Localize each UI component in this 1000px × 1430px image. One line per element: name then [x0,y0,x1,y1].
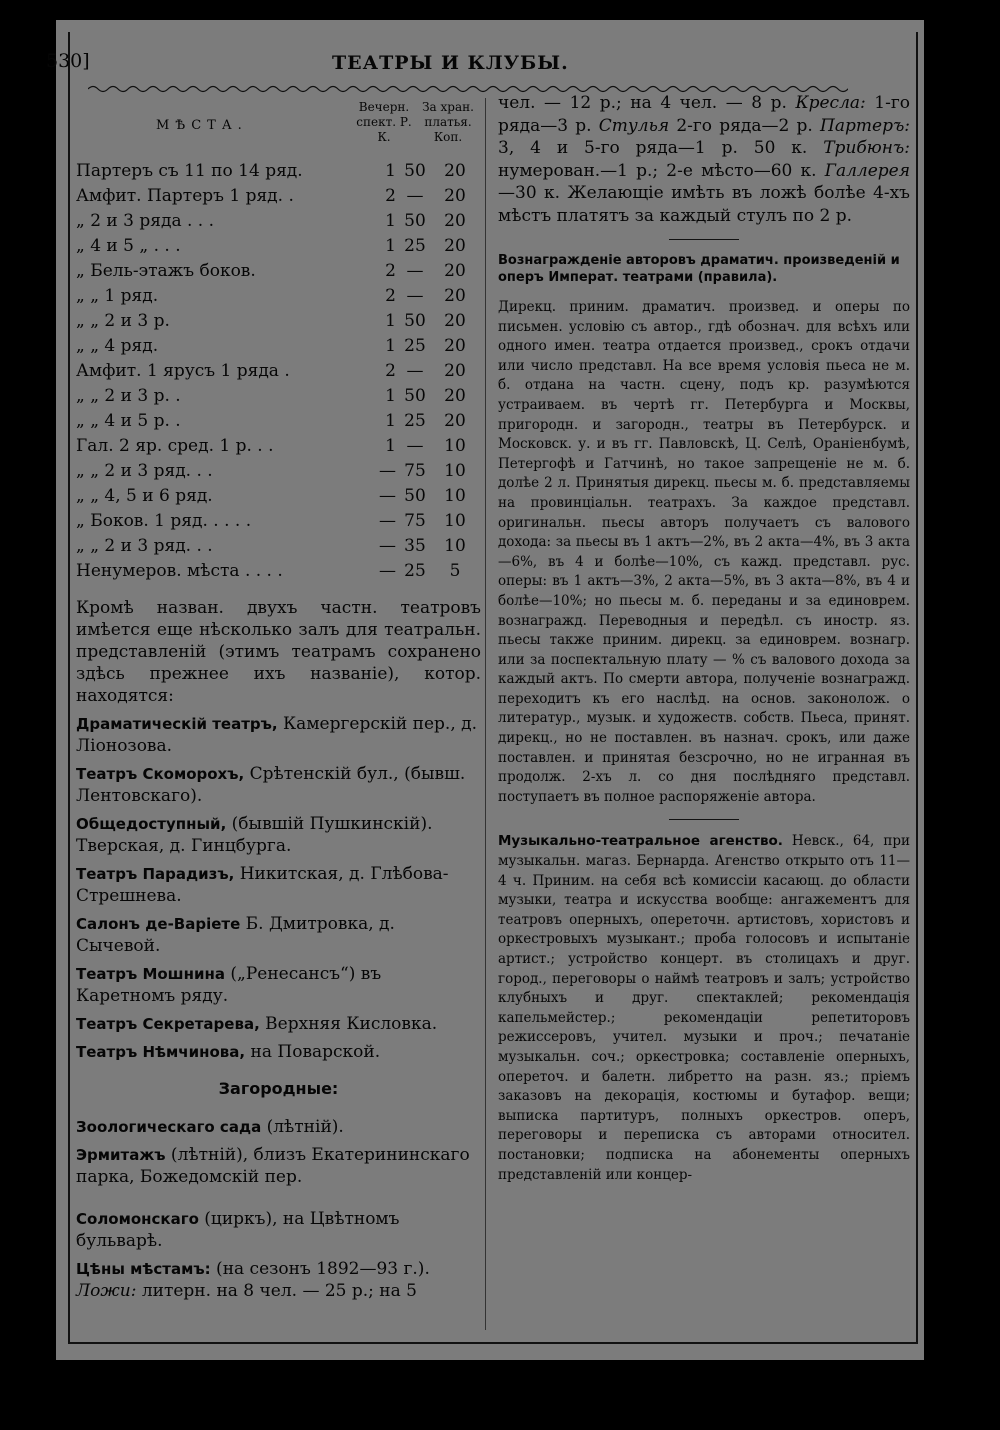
row-rubles: — [379,535,396,556]
row-place: „ „ 1 ряд. [76,285,159,306]
theatre-entry [76,713,481,757]
row-rubles: 1 [385,235,396,256]
row-rubles: 2 [385,285,396,306]
entry-name: Соломонскаго [76,1210,199,1228]
table-row [76,508,476,533]
table-row [76,183,476,208]
row-kopecks: 50 [404,210,426,231]
row-storage-fee: 10 [444,435,466,456]
page-number: 530] [46,50,90,72]
row-rubles: 2 [385,185,396,206]
entry-text: (лѣтній). [261,1117,344,1137]
suburban-entry [76,1208,481,1252]
table-row [76,283,476,308]
theatre-entry [76,913,481,957]
reward-text: Дирекц. приним. драматич. произвед. и оперы по письмен. условію съ автор., гдѣ обознач. для всѣхъ или одного имен. театра отдается произвед., срокъ отдачи или число представл. На все время условія пьеса не м. б. отдана на частн. сцену, подъ кр. разумѣются устраиваем. въ чертѣ гг. Петербурга и Москвы, пригородн. и загородн., театры въ Петербурск. и Московск. у. и въ гг. Павловскѣ, Ц. Селѣ, Ораніенбумѣ, Петергофѣ и Гатчинѣ, но такое запрещеніе не м. б. долѣе 2 л. Принятыя дирекц. пьесы м. б. представляемы на провинціальн. театрахъ. За каждое представл. оригинальн. пьесы авторъ получаетъ съ валового дохода: за пьесы въ 1 актъ—2%, въ 2 акта—4%, въ 3 акта—6%, въ 4 и болѣе—10%, съ кажд. представл. рус. оперы: въ 1 актъ—3%, 2 акта—5%, въ 3 акта—8%, въ 4 и болѣе—10%; но пьесы м. б. переданы и за единоврем. вознагражд. Переводныя и передѣл. съ иностр. яз. пьесы также приним. дирекц. за единоврем. вознагр. или за поспектальную плату — % съ валового дохода за каждый актъ. По смерти автора, полученіе вознагражд. переходитъ къ его наслѣд. на основ. законолож. о литератур., музык. и художеств. собств. Пьеса, принят. дирекц., но не поставлен. въ назнач. срокъ, или даже поставлен. и принятая безсрочно, но не игранная въ продолж. 2-хъ л. со дня послѣдняго представл. поступаетъ въ полное распоряженіе автора. [498,299,910,805]
galereya-label: Галлерея [824,160,910,181]
row-kopecks: 75 [404,460,426,481]
row-rubles: 1 [385,435,396,456]
parter-label: Партеръ: [820,115,911,136]
agency-paragraph [498,832,910,1185]
row-kopecks: — [406,185,424,206]
text-fragment: —30 к. Желающіе имѣть въ ложѣ болѣе 4-хъ мѣстъ платятъ за каждый стулъ по 2 р. [498,183,910,226]
row-place: Ненумеров. мѣста . . . . [76,560,283,581]
text-fragment: 1-го ряда—3 р. [498,93,911,136]
entry-name: Драматическій театръ, [76,715,278,733]
entry-text: Б. Дмитровка, д. Сычевой. [76,914,395,956]
row-rubles: 1 [385,335,396,356]
row-kopecks: 25 [404,410,426,431]
row-place: Гал. 2 яр. сред. 1 р. . . [76,435,274,456]
entry-name: Театръ Мошнина [76,965,225,983]
row-kopecks: — [406,260,424,281]
table-row [76,408,476,433]
table-row [76,383,476,408]
table-row [76,258,476,283]
col-places-header: МѢСТА. [156,118,248,133]
page-title: ТЕАТРЫ И КЛУБЫ. [332,52,569,74]
entry-name: Общедоступный, [76,815,227,833]
row-kopecks: — [406,435,424,456]
text-fragment: нумерован.—1 р.; 2-е мѣсто—60 к. [498,160,817,181]
row-place: „ Боков. 1 ряд. . . . . [76,510,252,531]
row-rubles: 1 [385,160,396,181]
text-fragment: чел. — 12 р.; на 4 чел. — 8 р. [498,93,787,113]
row-storage-fee: 20 [444,335,466,356]
theatre-entry [76,963,481,1007]
row-kopecks: 50 [404,160,426,181]
suburban-entry [76,1144,481,1188]
section-rule [669,819,739,820]
row-rubles: 2 [385,360,396,381]
entry-name: Театръ Секретарева, [76,1015,260,1033]
table-row [76,333,476,358]
theatre-entry [76,1041,481,1063]
table-row [76,208,476,233]
row-rubles: 1 [385,410,396,431]
row-storage-fee: 20 [444,185,466,206]
entry-name: Театръ Парадизъ, [76,865,235,883]
row-rubles: — [379,485,396,506]
tribun-label: Трибюнъ: [823,138,910,158]
row-place: „ „ 4 ряд. [76,335,159,356]
row-kopecks: 25 [404,560,426,581]
lozhi-text: литерн. на 8 чел. — 25 р.; на 5 [136,1281,417,1301]
row-storage-fee: 20 [444,410,466,431]
row-storage-fee: 10 [444,510,466,531]
table-row [76,533,476,558]
entry-name: Эрмитажъ [76,1146,166,1164]
row-kopecks: 25 [404,235,426,256]
row-rubles: 1 [385,310,396,331]
entry-name: Зоологическаго сада [76,1118,262,1136]
entry-name: Театръ Нѣмчинова, [76,1043,246,1061]
col-evening-header: Вечерн. спект. Р. К. [356,100,412,144]
table-row [76,558,476,583]
entry-text: (лѣтній), близъ Екатерининскаго парка, Божедомскій пер. [76,1145,470,1187]
reward-heading: Вознагражденіе авторовъ драматич. произведеній и оперъ Императ. театрами (правила). [498,253,900,285]
row-rubles: — [379,510,396,531]
col-storage-header: За хран. платья. Коп. [422,100,474,144]
page-header [46,36,846,76]
row-place: „ „ 4 и 5 р. . [76,410,181,431]
row-place: „ „ 2 и 3 р. . [76,385,181,406]
row-place: „ „ 2 и 3 ряд. . . [76,535,213,556]
row-place: „ „ 2 и 3 ряд. . . [76,460,213,481]
entry-name: Салонъ де-Варіете [76,915,241,933]
row-place: „ 2 и 3 ряда . . . [76,210,215,231]
price-table [76,158,476,583]
lozhi-continuation [498,92,910,227]
entry-text: (циркъ), на Цвѣтномъ бульварѣ. [76,1209,400,1251]
kresla-label: Кресла: [795,93,866,113]
theatre-entry [76,763,481,807]
entry-name: Театръ Скоморохъ, [76,765,245,783]
entry-text: на Поварской. [245,1042,381,1062]
row-kopecks: 50 [404,385,426,406]
row-rubles: 1 [385,210,396,231]
entry-text: (бывшій Пушкинскій). Тверская, д. Гинцбурга. [76,814,433,856]
row-rubles: — [379,460,396,481]
suburban-heading: Загородные: [218,1079,339,1098]
table-row [76,458,476,483]
row-kopecks: 35 [404,535,426,556]
row-storage-fee: 10 [444,485,466,506]
table-row [76,358,476,383]
section-rule [669,239,739,240]
row-place: „ „ 2 и 3 р. [76,310,170,331]
lozhi-label: Ложи: [76,1281,137,1301]
row-rubles: 1 [385,385,396,406]
row-storage-fee: 20 [444,360,466,381]
intro-paragraph: Кромѣ назван. двухъ частн. театровъ имѣется еще нѣсколько залъ для театральн. представленій (этимъ театрамъ сохранено здѣсь прежнее ихъ названіе), котор. находятся: [76,598,481,706]
left-column [76,98,481,1302]
row-kopecks: 75 [404,510,426,531]
row-place: Партеръ съ 11 по 14 ряд. [76,160,303,181]
agency-name: Музыкально-театральное агенство. [498,833,783,850]
table-row [76,308,476,333]
text-fragment: 3, 4 и 5-го ряда—1 р. 50 к. [498,138,808,158]
row-kopecks: 50 [404,485,426,506]
row-storage-fee: 20 [444,310,466,331]
row-place: „ „ 4, 5 и 6 ряд. [76,485,213,506]
row-kopecks: — [406,360,424,381]
theatre-entry [76,863,481,907]
prices-label: Цѣны мѣстамъ: [76,1260,211,1278]
row-storage-fee: 20 [444,385,466,406]
entry-text: Верхняя Кисловка. [259,1014,438,1034]
agency-text: Невск., 64, при музыкальн. магаз. Бернарда. Агенство открыто отъ 11—4 ч. Приним. на себя всѣ комиссіи касающ. до области музыки, театра и искусства вообще: ангажементъ для театровъ оперныхъ, опереточн. артистовъ, хористовъ и оркестровыхъ музыкант.; проба голосовъ и испытаніе артист.; устройство концерт. въ столицахъ и друг. город., переговоры о наймѣ театровъ и залъ; устройство клубныхъ и друг. спектаклей; рекомендація капельмейстер.; рекомендаціи репетиторовъ режиссеровъ, учител. музыки и проч.; печатаніе музыкальн. соч.; оркестровка; составленіе оперныхъ, опереточ. и балетн. либретто на разн. яз.; пріемъ заказовъ на декорація, костюмы и бутафор. вещи; выписка партитуръ, полныхъ оркестров. оперъ, переговоры и переписка съ авторами относител. постановки; подписка на абонементы оперныхъ представленій или концер- [498,833,910,1183]
lozhi-line [76,1280,481,1302]
row-kopecks: 50 [404,310,426,331]
right-column [498,92,910,1185]
theatre-entry [76,813,481,857]
row-storage-fee: 20 [444,235,466,256]
table-row [76,158,476,183]
theatre-entry [76,1013,481,1035]
row-place: Амфит. 1 ярусъ 1 ряда . [76,360,290,381]
table-row [76,233,476,258]
row-storage-fee: 20 [444,260,466,281]
row-storage-fee: 20 [444,285,466,306]
prices-text: (на сезонъ 1892—93 г.). [210,1259,430,1279]
column-divider [485,98,486,1330]
entry-text: Камергерскій пер., д. Ліонозова. [76,714,478,756]
row-storage-fee: 20 [444,160,466,181]
entry-text: („Ренесансъ“) въ Каретномъ ряду. [76,964,382,1006]
row-place: „ Бель-этажъ боков. [76,260,256,281]
text-fragment: 2-го ряда—2 р. [669,115,813,136]
row-storage-fee: 10 [444,460,466,481]
row-rubles: 2 [385,260,396,281]
row-rubles: — [379,560,396,581]
prices-line [76,1258,481,1280]
row-storage-fee: 10 [444,535,466,556]
row-place: „ 4 и 5 „ . . . [76,235,181,256]
table-row [76,483,476,508]
row-storage-fee: 20 [444,210,466,231]
entry-text: Никитская, д. Глѣбова-Стрешнева. [76,864,449,906]
entry-text: Срѣтенскій бул., (бывш. Лентовскаго). [76,764,466,806]
suburban-entry [76,1116,481,1138]
price-table-header [76,98,481,158]
row-place: Амфит. Партеръ 1 ряд. . [76,185,294,206]
stulya-label: Стулья [598,115,670,136]
table-row [76,433,476,458]
row-storage-fee: 5 [449,560,461,581]
row-kopecks: — [406,285,424,306]
row-kopecks: 25 [404,335,426,356]
